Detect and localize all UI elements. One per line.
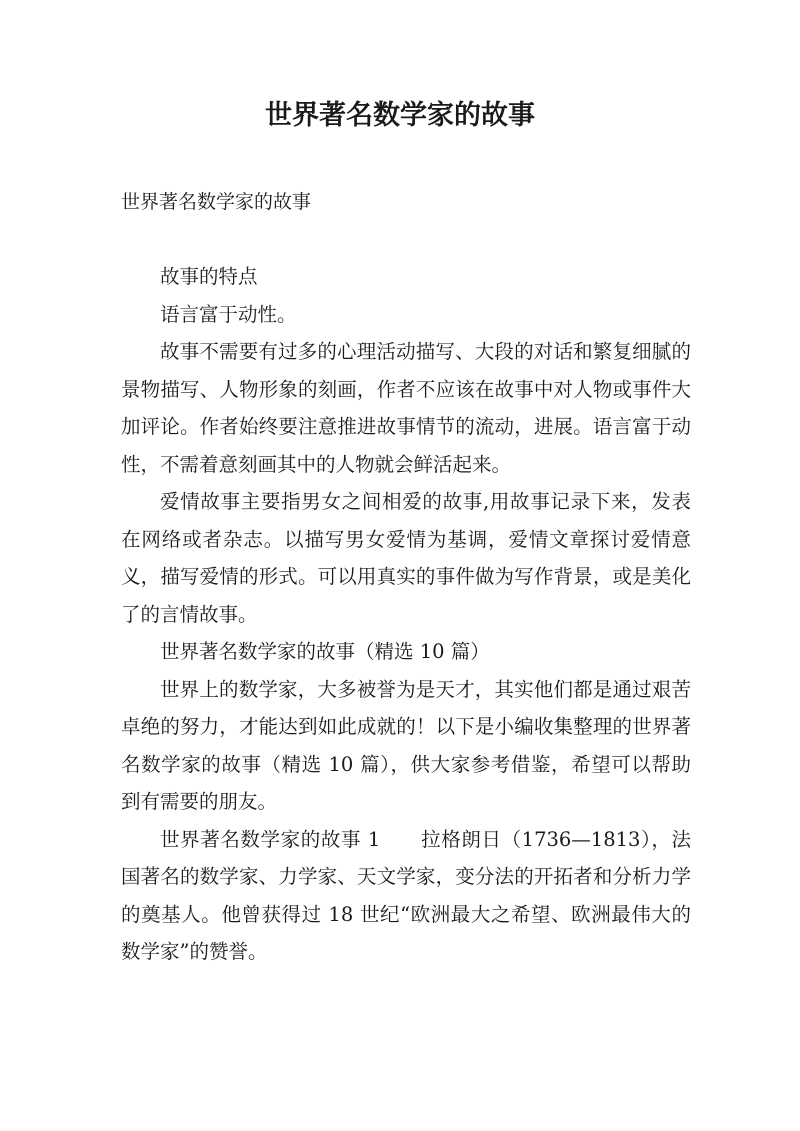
body-text [121, 258, 691, 971]
paragraph-love-story: 爱情故事主要指男女之间相爱的故事,用故事记录下来，发表在网络或者杂志。以描写男女爱情为基调，爱情文章探讨爱情意义，描写爱情的形式。可以用真实的事件做为写作背景，或是美化了的言情故事。 [121, 490, 691, 626]
paragraph-story-features: 故事的特点 [160, 265, 258, 288]
document-subtitle: 世界著名数学家的故事 [121, 191, 312, 213]
paragraph-introduction: 世界上的数学家，大多被誉为是天才，其实他们都是通过艰苦卓绝的努力，才能达到如此成就的！以下是小编收集整理的世界著名数学家的故事（精选 10 篇），供大家参考借鉴，希望可以帮助到有需要的朋友。 [121, 677, 691, 813]
paragraph-story-1: 世界著名数学家的故事 1 拉格朗日（1736—1813），法国著名的数学家、力学家、天文学家，变分法的开拓者和分析力学的奠基人。他曾获得过 18 世纪“欧洲最大之希望、欧洲最伟大的数学家”的赞誉。 [121, 827, 691, 963]
page-title: 世界著名数学家的故事 [265, 100, 535, 131]
paragraph-language: 语言富于动性。 [160, 302, 297, 326]
paragraph-story-description: 故事不需要有过多的心理活动描写、大段的对话和繁复细腻的景物描写、人物形象的刻画，作者不应该在故事中对人物或事件大加评论。作者始终要注意推进故事情节的流动，进展。语言富于动性，不需着意刻画其中的人物就会鲜活起来。 [121, 340, 691, 476]
paragraph-section-heading: 世界著名数学家的故事（精选 10 篇） [160, 640, 490, 663]
